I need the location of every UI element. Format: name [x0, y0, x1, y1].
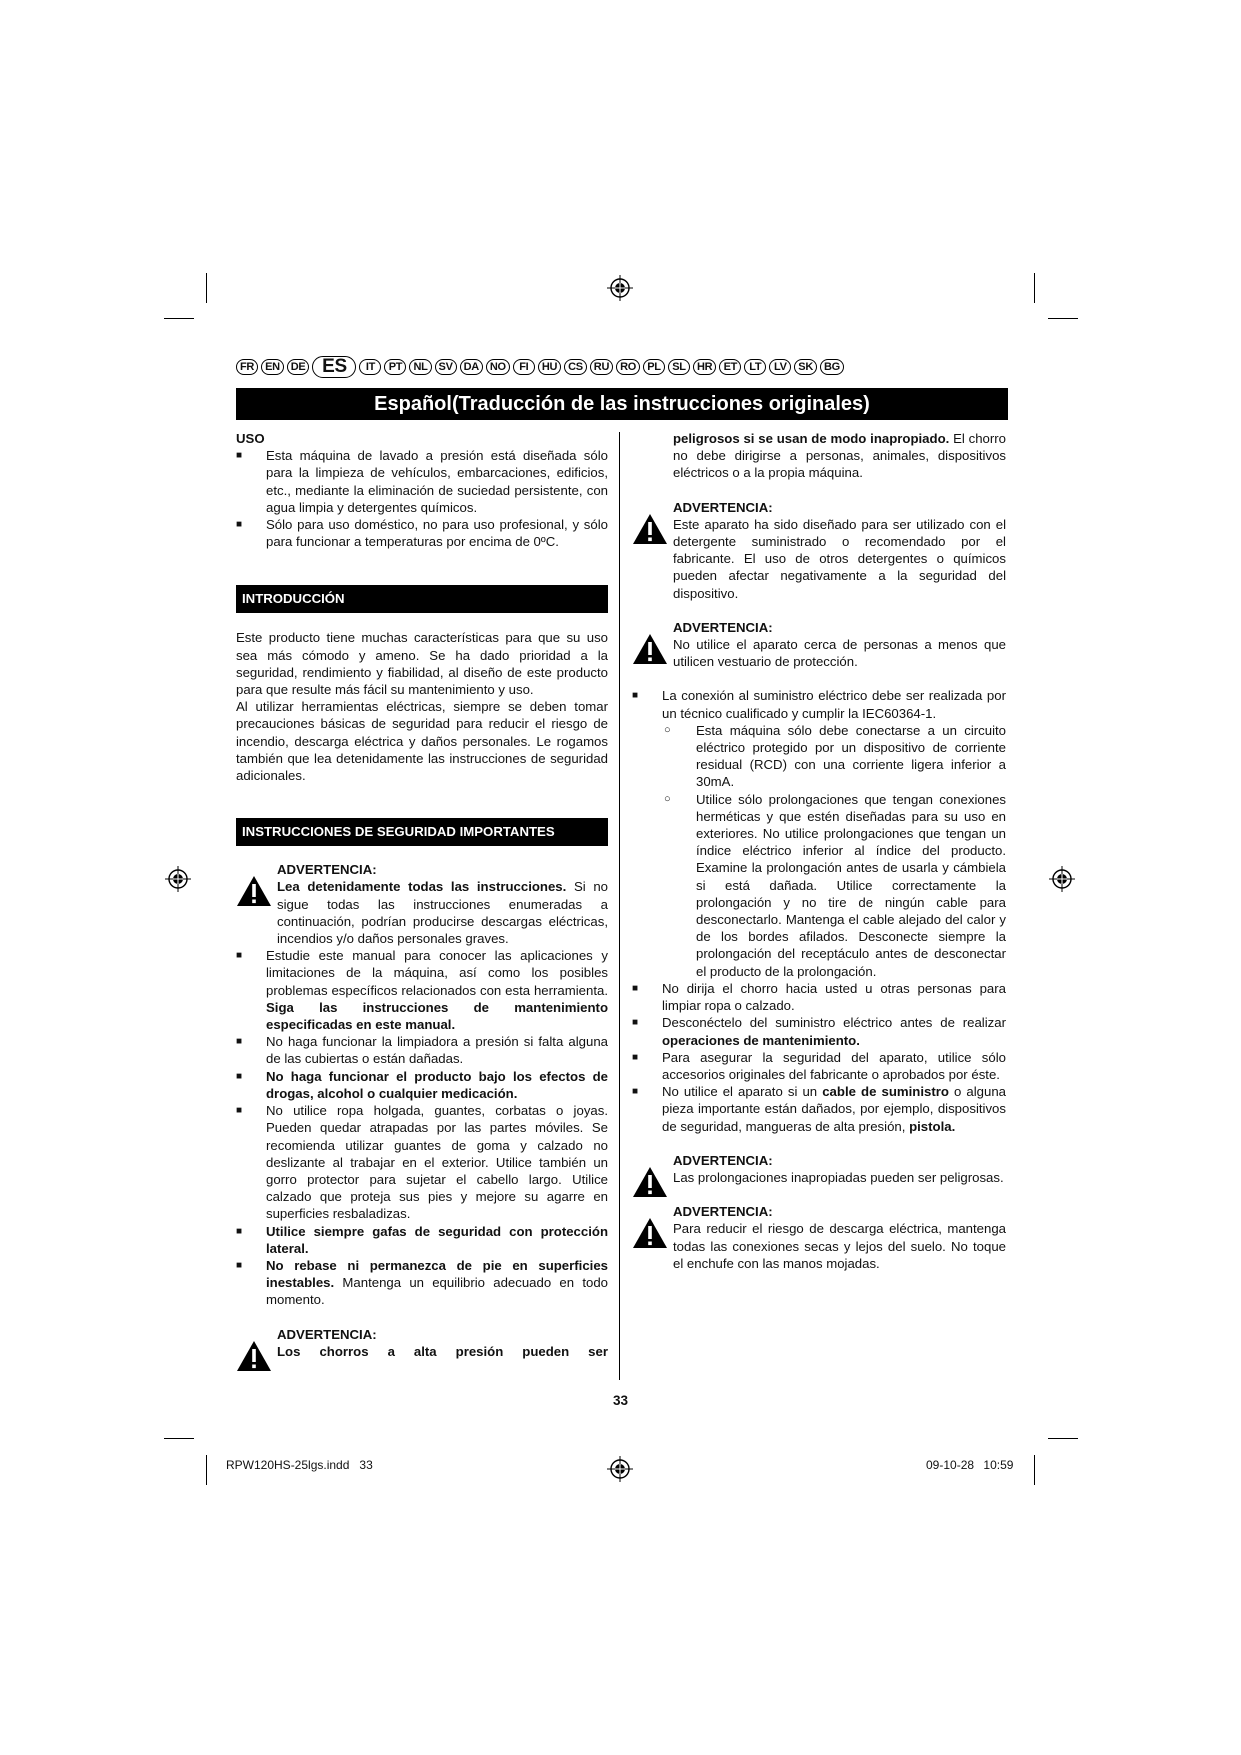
section-heading-safety: INSTRUCCIONES DE SEGURIDAD IMPORTANTES — [236, 818, 608, 846]
warning-block — [632, 1203, 1006, 1272]
footer-time: 10:59 — [983, 1458, 1014, 1472]
column-divider — [619, 432, 620, 1380]
list-item: ■ Utilice siempre gafas de seguridad con protección lateral. — [236, 1223, 608, 1257]
warning-title: ADVERTENCIA: — [277, 1326, 377, 1342]
warning-triangle-icon — [632, 513, 668, 545]
lang-badge: HR — [693, 359, 716, 375]
warning-text: Las prolongaciones inapropiadas pueden ser peligrosas. — [673, 1169, 1004, 1185]
warning-text: El chorro no debe dirigirse a personas, animales, dispositivos eléctricos o a la propia máquina. — [673, 431, 1006, 481]
crop-mark — [164, 1438, 194, 1439]
list-item: ■ Estudie este manual para conocer las aplicaciones y limitaciones de la máquina, así como los posibles problemas específicos relacionados con esta herramienta. Siga las instrucciones de mantenimiento especificadas en este manual. — [236, 947, 608, 1033]
footer-date: 09-10-28 — [926, 1458, 975, 1472]
list-item: ■ No haga funcionar la limpiadora a presión si falta alguna de las cubiertas o están dañadas. — [236, 1033, 608, 1067]
lang-badge: SK — [794, 359, 817, 375]
lang-badge: PT — [384, 359, 406, 375]
footer-timestamp — [926, 1458, 1013, 1472]
lang-badge: RU — [590, 359, 613, 375]
warning-bold: Lea detenidamente todas las instrucciones. — [277, 879, 567, 895]
list-item: ■ No utilice ropa holgada, guantes, corbatas o joyas. Pueden quedar atrapadas por las partes móviles. Se recomienda utilizar guantes de goma y calzado no deslizante al trabajar en el exterior. Utilice también un gorro protector para sujetar el cabello largo. Utilice calzado que proteja sus pies y mejore su agarre en superficies resbaladizas. — [236, 1102, 608, 1222]
warning-triangle-icon — [632, 1166, 668, 1198]
lang-badge: EN — [261, 359, 284, 375]
warning-text: Este aparato ha sido diseñado para ser utilizado con el detergente suministrado o recomendado por el fabricante. El uso de otros detergentes o químicos pueden afectar negativamente a la seguridad del dispositivo. — [673, 516, 1006, 601]
lang-badge: FI — [513, 359, 535, 375]
left-column — [236, 430, 608, 1360]
crop-mark — [1048, 1438, 1078, 1439]
intro-paragraph: Al utilizar herramientas eléctricas, siempre se deben tomar precauciones básicas de seguridad para reducir el riesgo de incendio, descarga eléctrica y daños personales. Le rogamos también que lea detenidamente las instrucciones de seguridad adicionales. — [236, 699, 608, 784]
warning-title: ADVERTENCIA: — [673, 1204, 773, 1220]
warning-title: ADVERTENCIA: — [277, 862, 377, 878]
warning-block — [632, 1152, 1006, 1186]
warning-continuation — [632, 430, 1006, 482]
page-title: Español(Traducción de las instrucciones originales) — [236, 388, 1008, 420]
list-item: ■ Para asegurar la seguridad del aparato, utilice sólo accesorios originales del fabricante o aprobados por éste. — [632, 1049, 1006, 1083]
section-heading-intro: INTRODUCCIÓN — [236, 585, 608, 613]
warning-triangle-icon — [236, 1340, 272, 1372]
sub-list-item: ○ Esta máquina sólo debe conectarse a un circuito eléctrico protegido por un dispositivo de corriente residual (RCD) con una corriente ligera inferior a 30mA. — [632, 722, 1006, 791]
registration-mark-icon — [165, 866, 191, 892]
registration-mark-icon — [1049, 866, 1075, 892]
warning-block — [236, 861, 608, 947]
crop-mark — [206, 1455, 207, 1485]
warning-triangle-icon — [632, 633, 668, 665]
warning-triangle-icon — [632, 1217, 668, 1249]
warning-block — [236, 1326, 608, 1360]
registration-mark-icon — [607, 275, 633, 301]
lang-badge: FR — [236, 359, 258, 375]
list-item: ■ No dirija el chorro hacia usted u otras personas para limpiar ropa o calzado. — [632, 980, 1006, 1014]
lang-badge: DE — [287, 359, 310, 375]
lang-badge: NL — [409, 359, 431, 375]
warning-title: ADVERTENCIA: — [673, 499, 773, 515]
crop-mark — [164, 318, 194, 319]
list-item: ■ Desconéctelo del suministro eléctrico antes de realizar operaciones de mantenimiento. — [632, 1014, 1006, 1048]
list-item: ■ Sólo para uso doméstico, no para uso profesional, y sólo para funcionar a temperaturas por encima de 0ºC. — [236, 516, 608, 550]
list-item: ■ Esta máquina de lavado a presión está diseñada sólo para la limpieza de vehículos, embarcaciones, edificios, etc., mediante la eliminación de suciedad persistente, con agua limpia y detergentes químicos. — [236, 447, 608, 516]
lang-badge: RO — [616, 359, 640, 375]
warning-bold: peligrosos si se usan de modo inapropiado. — [673, 431, 950, 446]
registration-mark-icon — [607, 1456, 633, 1482]
lang-badge: SV — [435, 359, 457, 375]
warning-text: No utilice el aparato cerca de personas a menos que utilicen vestuario de protección. — [673, 637, 1006, 670]
language-bar — [236, 356, 1008, 378]
lang-badge: SL — [668, 359, 690, 375]
sub-list-item: ○ Utilice sólo prolongaciones que tengan conexiones herméticas y que estén diseñadas para su uso en exteriores. No utilice prolongaciones que tengan un índice eléctrico inferior al índice del producto. Examine la prolongación antes de usarla y cámbiela si está dañada. Utilice correctamente la prolongación y no tire de ningún cable para desconectarlo. Mantenga el cable alejado del calor y de los bordes afilados. Desconecte siempre la prolongación del receptáculo antes de desconectar el producto de la prolongación. — [632, 791, 1006, 980]
right-column — [632, 430, 1006, 1272]
warning-title: ADVERTENCIA: — [673, 1152, 773, 1168]
lang-badge-active: ES — [312, 356, 356, 378]
page-number: 33 — [612, 1393, 629, 1408]
list-item: ■ No rebase ni permanezca de pie en superficies inestables. Mantenga un equilibrio adecuado en todo momento. — [236, 1257, 608, 1309]
footer-filename: RPW120HS-25lgs.indd 33 — [226, 1458, 373, 1472]
warning-text: Para reducir el riesgo de descarga eléctrica, mantenga todas las conexiones secas y lejos del suelo. No toque el enchufe con las manos mojadas. — [673, 1221, 1006, 1271]
warning-triangle-icon — [236, 875, 272, 907]
warning-bold: Los chorros a alta presión pueden ser — [277, 1343, 608, 1359]
list-item: ■ La conexión al suministro eléctrico debe ser realizada por un técnico cualificado y cumplir la IEC60364-1. — [632, 687, 1006, 721]
list-item: ■ No haga funcionar el producto bajo los efectos de drogas, alcohol o cualquier medicación. — [236, 1068, 608, 1102]
warning-block — [632, 499, 1006, 602]
lang-badge: CS — [564, 359, 587, 375]
list-item: ■ No utilice el aparato si un cable de suministro o alguna pieza importante están dañados, por ejemplo, dispositivos de seguridad, mangueras de alta presión, pistola. — [632, 1083, 1006, 1135]
lang-badge: DA — [460, 359, 483, 375]
intro-paragraph: Este producto tiene muchas características para que su uso sea más cómodo y ameno. Se ha dado prioridad a la seguridad, rendimiento y fiabilidad, al diseño de este producto para que resulte más fácil su mantenimiento y uso. — [236, 630, 608, 698]
crop-mark — [1034, 1455, 1035, 1485]
lang-badge: IT — [359, 359, 381, 375]
crop-mark — [1034, 273, 1035, 303]
lang-badge: NO — [486, 359, 510, 375]
uso-heading: USO — [236, 431, 265, 446]
warning-block — [632, 619, 1006, 671]
warning-text: Si no sigue todas las instrucciones enumeradas a continuación, podrían producirse descargas eléctricas, incendios y/o daños personales graves. — [277, 879, 608, 947]
crop-mark — [1048, 318, 1078, 319]
lang-badge: PL — [643, 359, 665, 375]
lang-badge: BG — [820, 359, 844, 375]
warning-title: ADVERTENCIA: — [673, 619, 773, 635]
lang-badge: LV — [769, 359, 791, 375]
crop-mark — [206, 273, 207, 303]
lang-badge: ET — [719, 359, 741, 375]
lang-badge: HU — [538, 359, 561, 375]
lang-badge: LT — [744, 359, 766, 375]
